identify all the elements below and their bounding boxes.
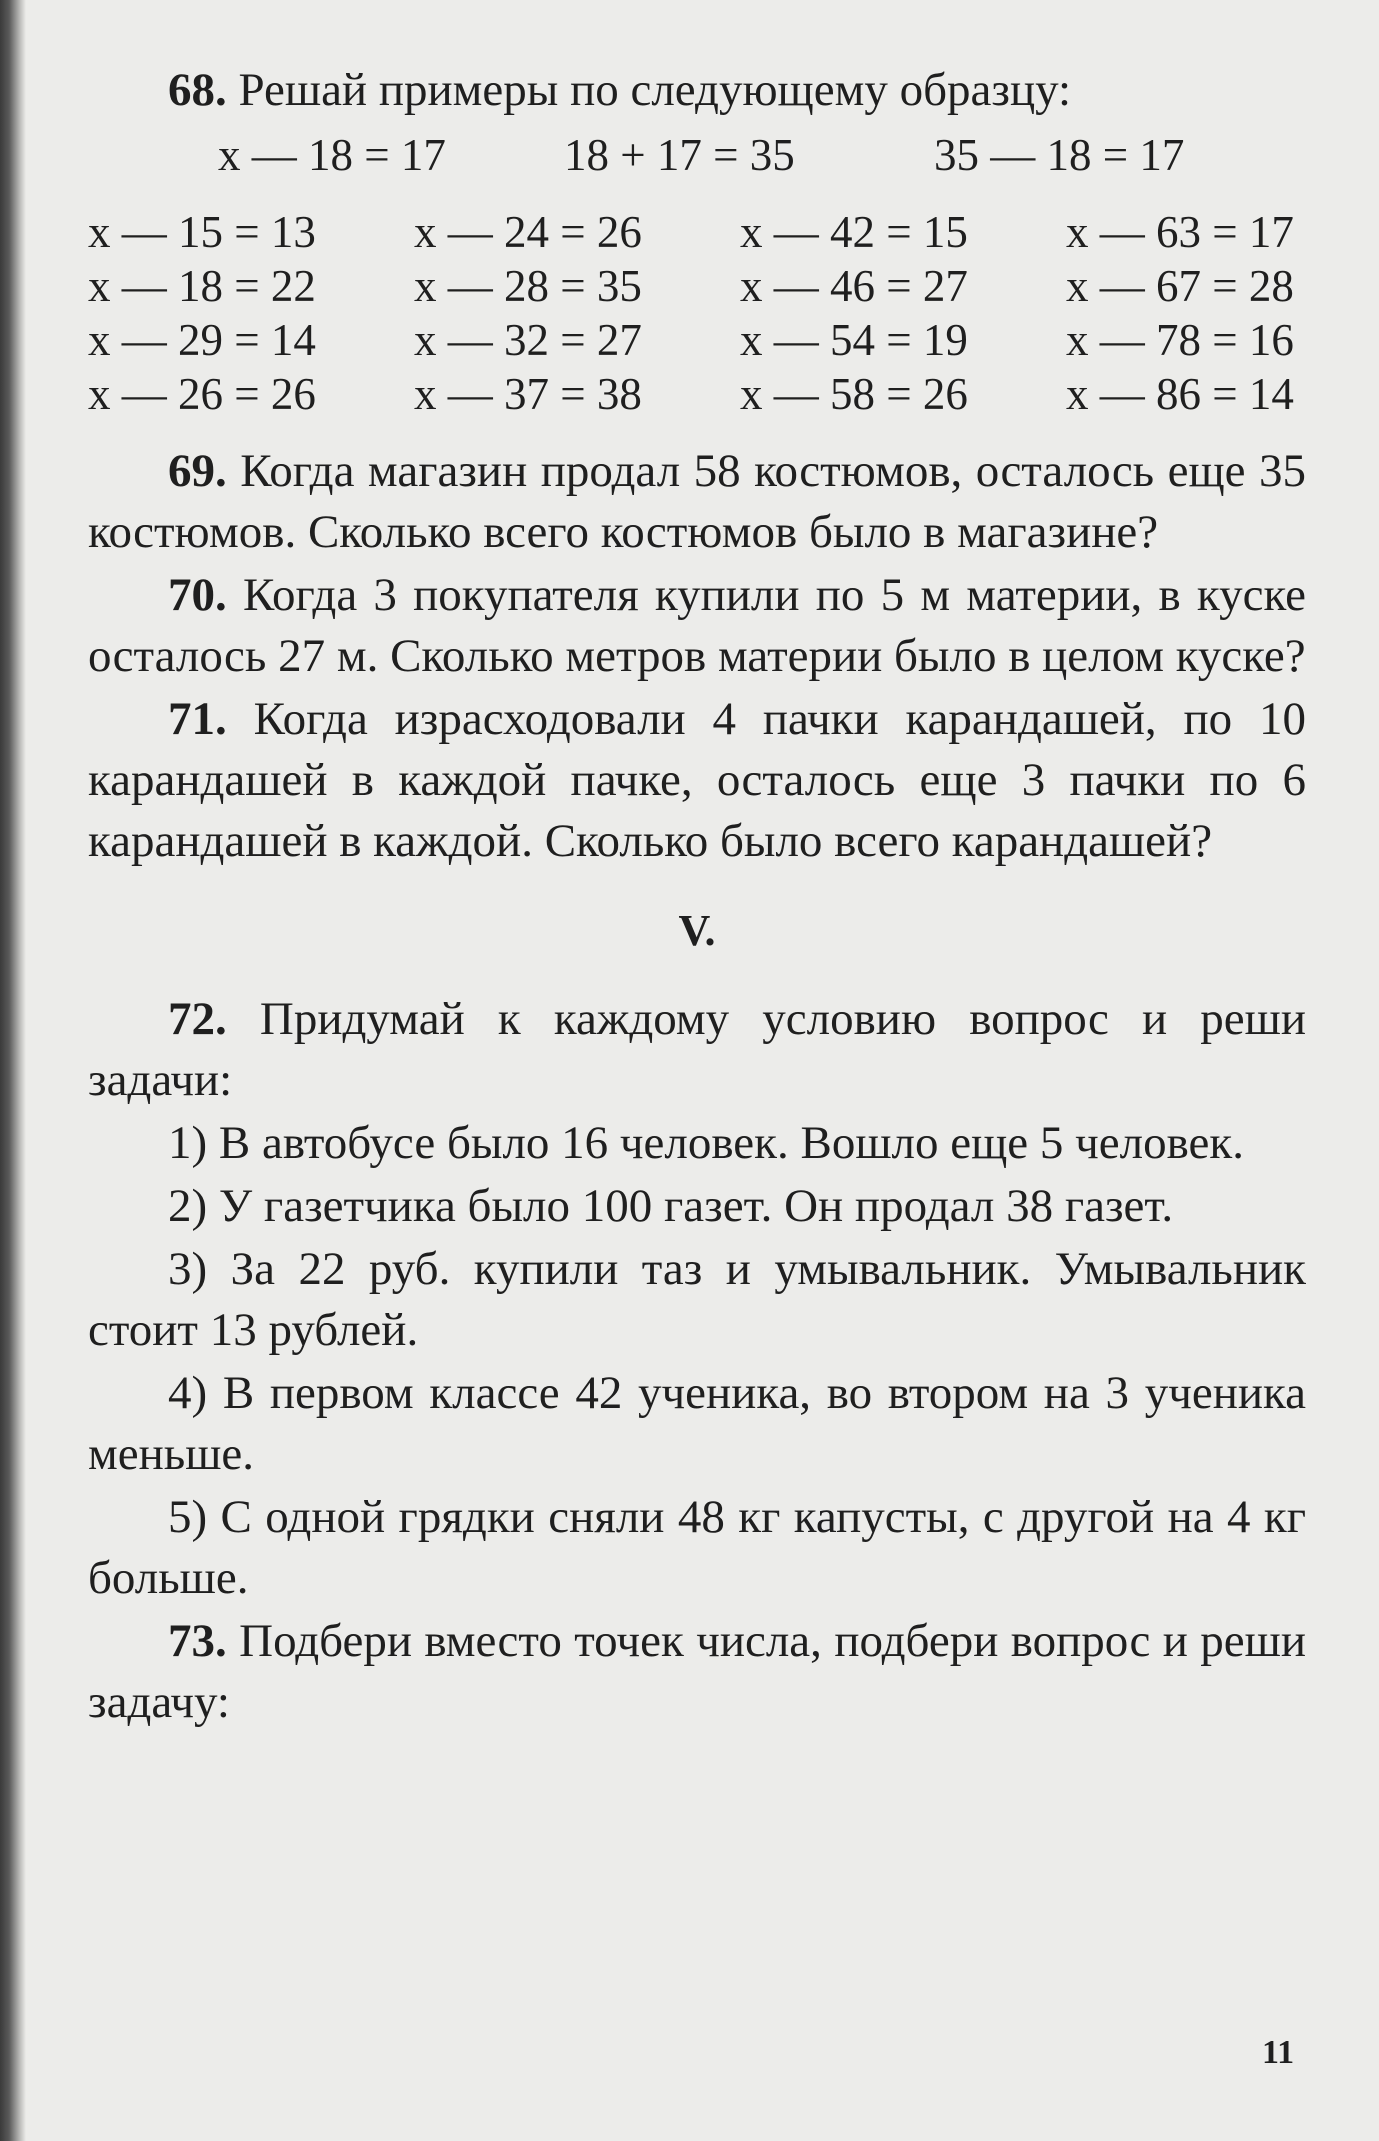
exercise-68-number: 68. bbox=[168, 64, 227, 116]
pattern-equation: 35 — 18 = 17 bbox=[934, 130, 1185, 180]
exercise-69-text: Когда магазин продал 58 костюмов, осталось еще 35 костюмов. Сколько всего костюмов было в магазине? bbox=[88, 445, 1306, 558]
book-spine-shadow bbox=[0, 0, 26, 2141]
exercise-72-item-1: 1) В автобусе было 16 человек. Вошло еще 5 человек. bbox=[168, 1117, 1244, 1169]
exercise-73-text: Подбери вместо точек числа, подбери вопрос и реши задачу: bbox=[88, 1615, 1307, 1728]
equation: x — 37 = 38 bbox=[414, 369, 642, 419]
exercise-72-item-3: 3) За 22 руб. купили таз и умывальник. Умывальник стоит 13 рублей. bbox=[88, 1243, 1306, 1356]
equation: x — 42 = 15 bbox=[740, 207, 968, 257]
equation: x — 54 = 19 bbox=[740, 315, 968, 365]
exercise-72-number: 72. bbox=[168, 993, 227, 1045]
textbook-page bbox=[88, 60, 1306, 1735]
exercise-72 bbox=[88, 989, 1306, 1111]
equation: x — 24 = 26 bbox=[414, 207, 642, 257]
page-number: 11 bbox=[1262, 2034, 1295, 2071]
exercise-71 bbox=[88, 689, 1306, 872]
pattern-equation: 18 + 17 = 35 bbox=[564, 130, 795, 180]
exercise-70-number: 70. bbox=[168, 569, 227, 621]
exercise-73 bbox=[88, 1611, 1306, 1733]
exercise-72-text: Придумай к каждому условию вопрос и реши задачи: bbox=[88, 993, 1306, 1106]
equation: x — 32 = 27 bbox=[414, 315, 642, 365]
equation: x — 58 = 26 bbox=[740, 369, 968, 419]
equation: x — 29 = 14 bbox=[88, 315, 316, 365]
equation: x — 67 = 28 bbox=[1066, 261, 1294, 311]
exercise-68-text: Решай примеры по следующему образцу: bbox=[238, 64, 1072, 116]
equation: x — 78 = 16 bbox=[1066, 315, 1294, 365]
section-heading: V. bbox=[678, 906, 716, 955]
exercise-71-text: Когда израсходовали 4 пачки карандашей, по 10 карандашей в каждой пачке, осталось еще 3 пачки по 6 карандашей в каждой. Сколько было всего карандашей? bbox=[88, 693, 1306, 867]
equation: x — 15 = 13 bbox=[88, 207, 316, 257]
equation: x — 63 = 17 bbox=[1066, 207, 1294, 257]
exercise-68-equations bbox=[88, 205, 1306, 421]
exercise-70-text: Когда 3 покупателя купили по 5 м материи, в куске осталось 27 м. Сколько метров материи было в целом куске? bbox=[88, 569, 1306, 682]
exercise-68-pattern bbox=[218, 127, 1306, 183]
equation: x — 18 = 22 bbox=[88, 261, 316, 311]
equation: x — 26 = 26 bbox=[88, 369, 316, 419]
exercise-71-number: 71. bbox=[168, 693, 227, 745]
exercise-68-heading bbox=[88, 60, 1306, 121]
exercise-72-item-4: 4) В первом классе 42 ученика, во втором на 3 ученика меньше. bbox=[88, 1367, 1306, 1480]
exercise-72-item-5: 5) С одной грядки сняли 48 кг капусты, с другой на 4 кг больше. bbox=[88, 1491, 1306, 1604]
exercise-69 bbox=[88, 441, 1306, 563]
equation: x — 28 = 35 bbox=[414, 261, 642, 311]
pattern-equation: x — 18 = 17 bbox=[218, 130, 446, 180]
exercise-72-item-2: 2) У газетчика было 100 газет. Он продал 38 газет. bbox=[168, 1180, 1174, 1232]
exercise-69-number: 69. bbox=[168, 445, 227, 497]
exercise-70 bbox=[88, 565, 1306, 687]
equation: x — 46 = 27 bbox=[740, 261, 968, 311]
exercise-73-number: 73. bbox=[168, 1615, 227, 1667]
equation: x — 86 = 14 bbox=[1066, 369, 1294, 419]
